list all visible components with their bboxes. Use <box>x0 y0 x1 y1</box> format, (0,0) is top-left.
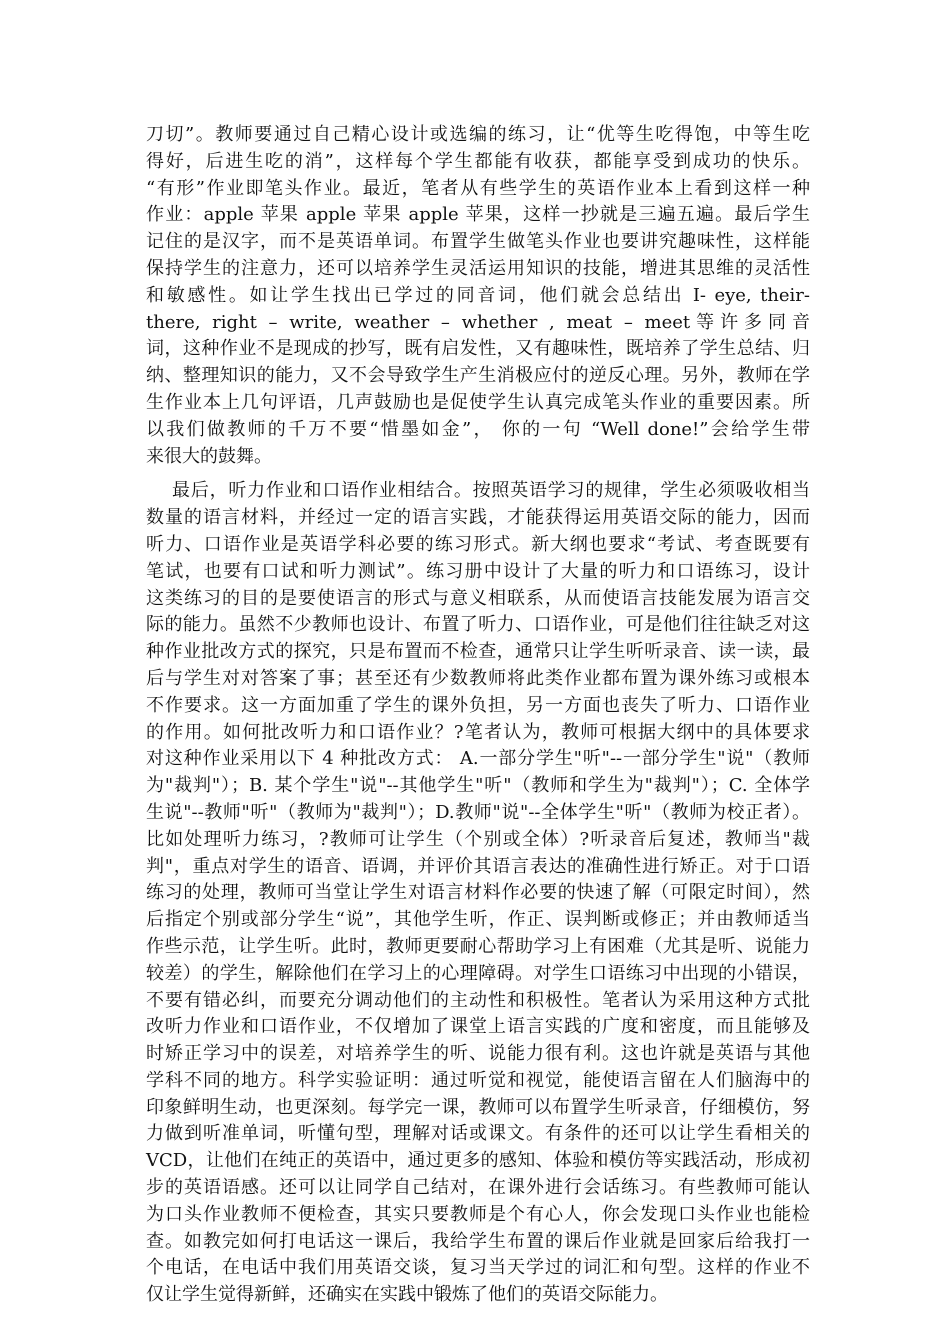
text-line: 改听力作业和口语作业，不仅增加了课堂上语言实践的广度和密度，而且能够及 <box>146 1016 810 1038</box>
text-line: 为"裁判"）；B. 某个学生"说"--其他学生"听"（教师和学生为"裁判"）；C. 全体学 <box>146 775 810 797</box>
text-line: 力做到听准单词，听懂句型，理解对话或课文。有条件的还可以让学生看相关的 <box>146 1123 810 1145</box>
text-line: 步的英语语感。还可以让同学自己结对，在课外进行会话练习。有些教师可能认 <box>146 1177 810 1199</box>
paragraph-2 <box>146 478 810 1309</box>
text-line: 查。如教完如何打电话这一课后，我给学生布置的课后作业就是回家后给我打一 <box>146 1230 810 1252</box>
text-line: VCD，让他们在纯正的英语中，通过更多的感知、体验和模仿等实践活动，形成初 <box>146 1150 810 1172</box>
text-line: 和敏感性。如让学生找出已学过的同音词，他们就会总结出 I- eye, their- <box>146 284 810 306</box>
text-line: 种作业批改方式的探究，只是布置而不检查，通常只让学生听听录音、读一读，最 <box>146 641 810 663</box>
text-line: 后与学生对对答案了事；甚至还有少数教师将此类作业都布置为课外练习或根本 <box>146 667 810 689</box>
text-line: 个电话，在电话中我们用英语交谈，复习当天学过的词汇和句型。这样的作业不 <box>146 1257 810 1279</box>
text-line: 学科不同的地方。科学实验证明：通过听觉和视觉，能使语言留在人们脑海中的 <box>146 1069 810 1091</box>
text-line: 后指定个别或部分学生“说”，其他学生听，作正、误判断或修正；并由教师适当 <box>146 909 810 931</box>
text-line: 不作要求。这一方面加重了学生的课外负担，另一方面也丧失了听力、口语作业 <box>146 694 810 716</box>
text-line: 最后，听力作业和口语作业相结合。按照英语学习的规律，学生必须吸收相当 <box>146 480 810 502</box>
paragraph-gap <box>146 470 810 478</box>
text-line: 词，这种作业不是现成的抄写，既有启发性，又有趣味性，既培养了学生总结、归 <box>146 338 810 360</box>
text-line: 生作业本上几句评语，几声鼓励也是促使学生认真完成笔头作业的重要因素。所 <box>146 391 810 413</box>
text-line: 印象鲜明生动，也更深刻。每学完一课，教师可以布置学生听录音，仔细模仿，努 <box>146 1096 810 1118</box>
text-line: there, right – write, weather – whether , meat – meet等许多同音 <box>146 311 810 333</box>
text-line: 仅让学生觉得新鲜，还确实在实践中锻炼了他们的英语交际能力。 <box>146 1284 668 1306</box>
text-line: 得好，后进生吃的消”，这样每个学生都能有收获，都能享受到成功的快乐。 <box>146 150 810 172</box>
document-page <box>146 122 810 1309</box>
text-line: 纳、整理知识的能力，又不会导致学生产生消极应付的逆反心理。另外，教师在学 <box>146 365 810 387</box>
text-line: 练习的处理，教师可当堂让学生对语言材料作必要的快速了解（可限定时间），然 <box>146 882 810 904</box>
text-line: 记住的是汉字，而不是英语单词。布置学生做笔头作业也要讲究趣味性，这样能 <box>146 231 810 253</box>
text-line: 较差）的学生，解除他们在学习上的心理障碍。对学生口语练习中出现的小错误， <box>146 962 810 984</box>
text-line: 以我们做教师的千万不要“惜墨如金”， 你的一句 “Well done!”会给学生带 <box>146 418 810 440</box>
text-line: 对这种作业采用以下 4 种批改方式： A.一部分学生"听"--一部分学生"说"（教师 <box>146 748 810 770</box>
text-line: 笔试，也要有口试和听力测试”。练习册中设计了大量的听力和口语练习，设计 <box>146 560 810 582</box>
text-line: 比如处理听力练习，?教师可让学生（个别或全体）?听录音后复述，教师当"裁 <box>146 828 810 850</box>
text-line: 不要有错必纠，而要充分调动他们的主动性和积极性。笔者认为采用这种方式批 <box>146 989 810 1011</box>
text-line: 听力、口语作业是英语学科必要的练习形式。新大纲也要求“考试、考查既要有 <box>146 533 810 555</box>
text-line: 刀切”。教师要通过自己精心设计或选编的练习，让“优等生吃得饱，中等生吃 <box>146 124 810 145</box>
text-line: 作业：apple 苹果 apple 苹果 apple 苹果，这样一抄就是三遍五遍。最后学生 <box>146 204 810 226</box>
text-line: 来很大的鼓舞。 <box>146 445 272 467</box>
text-line: 判"，重点对学生的语音、语调，并评价其语言表达的准确性进行矫正。对于口语 <box>146 855 810 877</box>
text-line: 这类练习的目的是要使语言的形式与意义相联系，从而使语言技能发展为语言交 <box>146 587 810 609</box>
text-line: 作些示范，让学生听。此时，教师更要耐心帮助学习上有困难（尤其是听、说能力 <box>146 935 810 957</box>
paragraph-1 <box>146 122 810 470</box>
text-line: 保持学生的注意力，还可以培养学生灵活运用知识的技能，增进其思维的灵活性 <box>146 257 810 279</box>
text-line: 的作用。如何批改听力和口语作业？?笔者认为，教师可根据大纲中的具体要求 <box>146 721 810 743</box>
text-line: 际的能力。虽然不少教师也设计、布置了听力、口语作业，可是他们往往缺乏对这 <box>146 614 810 636</box>
text-line: 数量的语言材料，并经过一定的语言实践，才能获得运用英语交际的能力，因而 <box>146 507 810 529</box>
text-line: 生说"--教师"听"（教师为"裁判"）；D.教师"说"--全体学生"听"（教师为校正者）。 <box>146 801 810 823</box>
text-line: 为口头作业教师不便检查，其实只要教师是个有心人，你会发现口头作业也能检 <box>146 1203 810 1225</box>
text-line: “有形”作业即笔头作业。最近，笔者从有些学生的英语作业本上看到这样一种 <box>146 177 810 199</box>
text-line: 时矫正学习中的误差，对培养学生的听、说能力很有利。这也许就是英语与其他 <box>146 1043 810 1065</box>
